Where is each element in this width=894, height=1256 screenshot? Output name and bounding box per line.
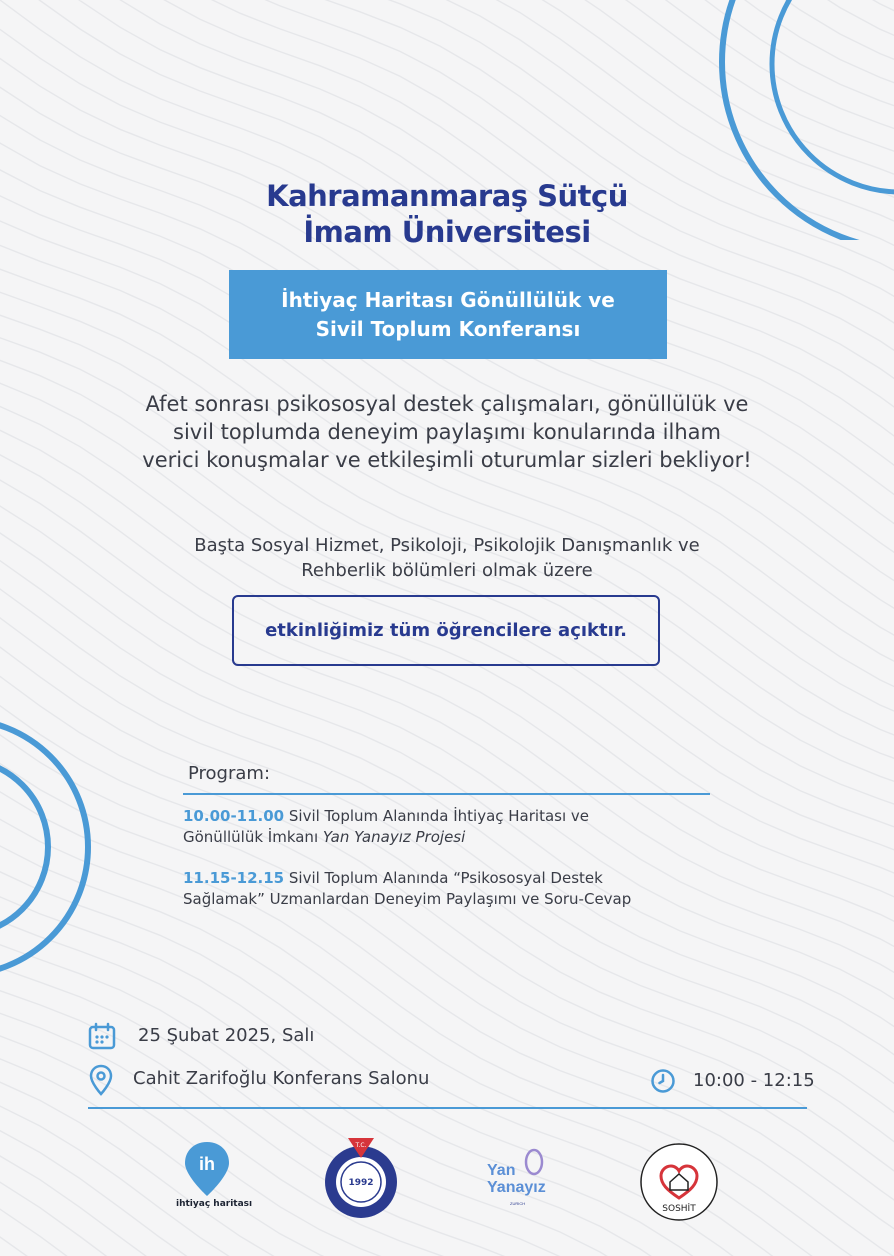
open-to-all-box xyxy=(232,595,660,666)
footer-divider xyxy=(88,1107,807,1109)
decorative-rings-left xyxy=(0,720,100,980)
program-item xyxy=(183,868,723,910)
location-pin-icon xyxy=(89,1064,113,1096)
university-title-line1: Kahramanmaraş Sütçü xyxy=(266,179,628,213)
soshit-logo xyxy=(637,1140,721,1224)
program-item-text: Sivil Toplum Alanında “Psikososyal Destek xyxy=(284,869,603,887)
ih-logo-caption: ihtiyaç haritası xyxy=(176,1199,253,1209)
seal-year: 1992 xyxy=(348,1178,374,1188)
yan-yanayiz-logo xyxy=(484,1146,556,1210)
program-item-text: Gönüllülük İmkanı xyxy=(183,828,323,846)
audience-line2: Rehberlik bölümleri olmak üzere xyxy=(301,560,593,581)
background-wave-line xyxy=(0,430,894,934)
yan-logo-line2: Yanayız xyxy=(487,1179,546,1196)
audience-line1: Başta Sosyal Hizmet, Psikoloji, Psikolojik Danışmanlık ve xyxy=(194,535,700,556)
intro-line2: sivil toplumda deneyim paylaşımı konularında ilham xyxy=(173,420,721,444)
background-wave-line xyxy=(0,1156,894,1256)
background-wave-line xyxy=(0,858,894,1256)
background-wave-line xyxy=(0,1131,894,1256)
program-item-line1 xyxy=(183,806,723,827)
ih-logo-mark: ih xyxy=(199,1154,215,1174)
program-item-line2 xyxy=(183,889,723,910)
ihtiyac-haritasi-logo xyxy=(182,1140,232,1200)
yan-logo-line1: Yan xyxy=(487,1162,516,1179)
conference-title-line1: İhtiyaç Haritası Gönüllülük ve xyxy=(281,287,615,312)
program-item-line2 xyxy=(183,827,723,848)
conference-title-banner xyxy=(229,270,667,359)
audience-paragraph xyxy=(0,533,894,583)
open-to-all-label: etkinliğimiz tüm öğrencilere açıktır. xyxy=(265,620,627,641)
program-item-time: 10.00-11.00 xyxy=(183,807,285,825)
event-date: 25 Şubat 2025, Salı xyxy=(138,1025,315,1046)
background-wave-line xyxy=(0,1013,894,1256)
program-item-text: Sağlamak” Uzmanlardan Deneyim Paylaşımı ve Soru-Cevap xyxy=(183,890,632,908)
event-location: Cahit Zarifoğlu Konferans Salonu xyxy=(133,1068,430,1089)
program-item-project: Yan Yanayız Projesi xyxy=(322,828,466,846)
program-divider xyxy=(183,793,710,795)
event-time: 10:00 - 12:15 xyxy=(693,1070,815,1091)
calendar-icon xyxy=(88,1022,116,1050)
soshit-logo-name: SOSHİT xyxy=(662,1204,696,1214)
program-heading: Program: xyxy=(188,763,271,784)
program-item-line1 xyxy=(183,868,723,889)
background-wave-line xyxy=(0,780,894,1256)
program-item-text: Sivil Toplum Alanında İhtiyaç Haritası ve xyxy=(284,807,590,825)
yan-logo-sponsor: ZURICH xyxy=(510,1201,526,1206)
conference-title-line2: Sivil Toplum Konferansı xyxy=(315,316,581,341)
seal-top-text: T.C. xyxy=(355,1142,367,1149)
intro-line3: verici konuşmalar ve etkileşimli oturumlar sizleri bekliyor! xyxy=(142,448,752,472)
university-title-line2: İmam Üniversitesi xyxy=(303,215,591,249)
program-item xyxy=(183,806,723,848)
intro-paragraph xyxy=(0,390,894,474)
program-item-time: 11.15-12.15 xyxy=(183,869,285,887)
university-seal-logo xyxy=(322,1134,400,1220)
intro-line1: Afet sonrası psikososyal destek çalışmaları, gönüllülük ve xyxy=(145,392,749,416)
background-wave-line xyxy=(0,1182,894,1256)
background-wave-line xyxy=(0,1106,894,1256)
background-wave-line xyxy=(0,1209,894,1256)
clock-icon xyxy=(650,1068,676,1094)
background-wave-line xyxy=(0,988,894,1256)
university-title xyxy=(0,178,894,250)
